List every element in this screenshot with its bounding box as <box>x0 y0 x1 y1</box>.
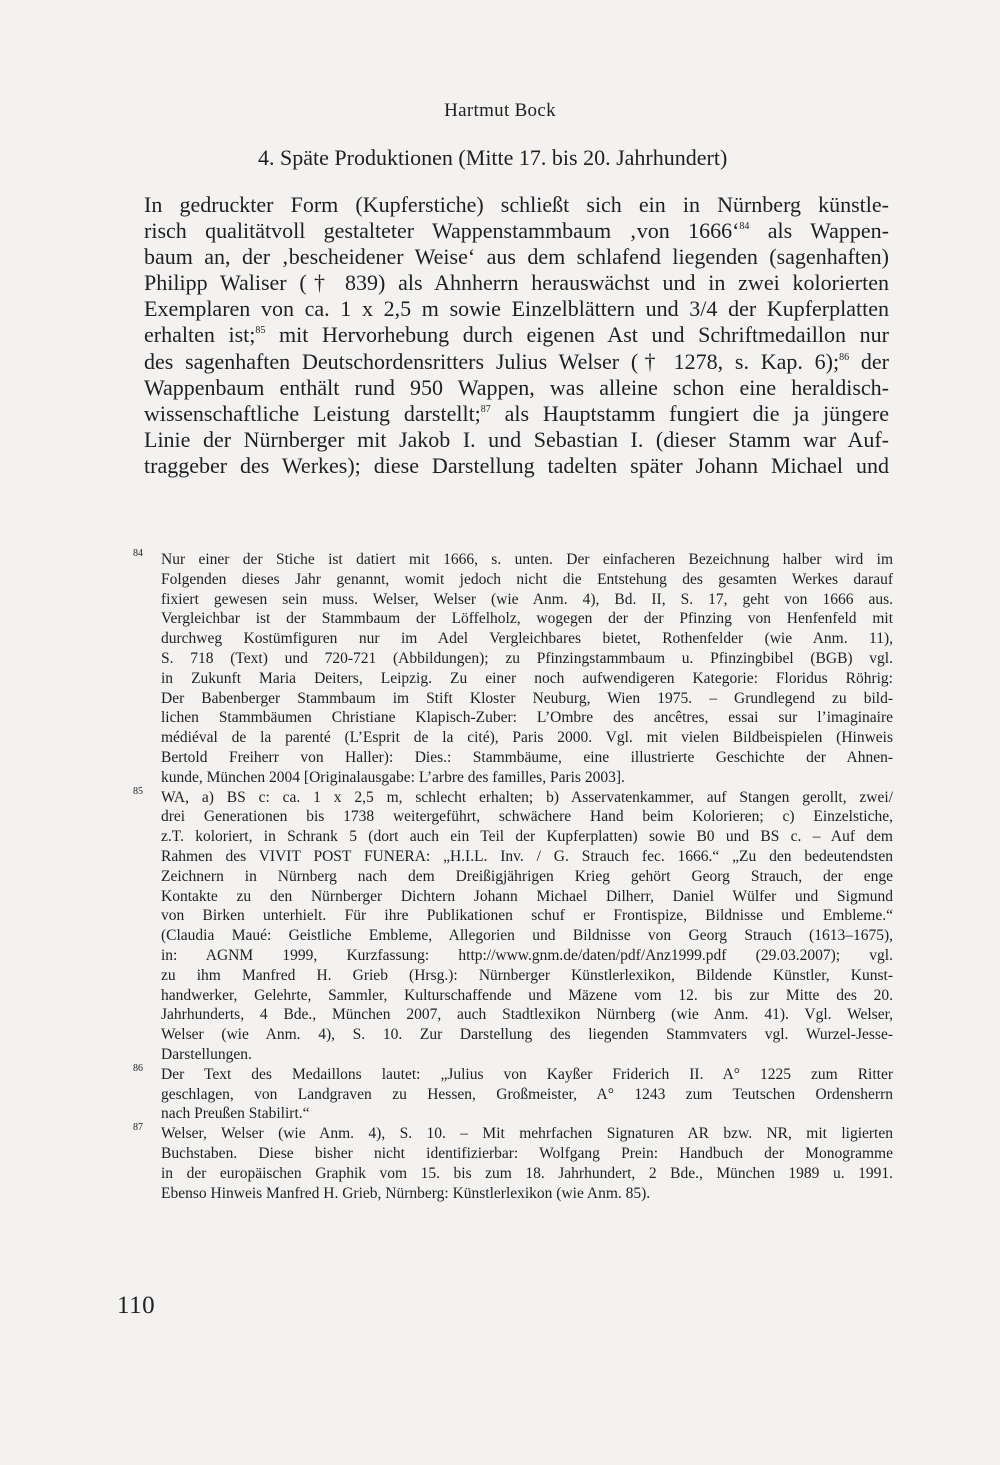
footnote-line: Welser, Welser (wie Anm. 4), S. 10. – Mit mehrfachen Signaturen AR bzw. NR, mit ligierten <box>161 1125 893 1143</box>
body-line: des sagenhaften Deutschordensritters Julius Welser († 1278, s. Kap. 6);$^{86}$ der <box>144 348 890 374</box>
footnote-number: 87 <box>133 1122 143 1134</box>
main-text <box>144 192 889 479</box>
body-line: Exemplaren von ca. 1 x 2,5 m sowie Einzelblättern und 3/4 der Kupferplatten <box>144 296 889 322</box>
footnote-line: WA, a) BS c: ca. 1 x 2,5 m, schlecht erhalten; b) Asservatenkammer, auf Stangen gerollt, zwei/ <box>161 788 893 806</box>
footnote-text <box>161 1065 893 1124</box>
footnote-text <box>161 550 893 788</box>
footnote-line: Buchstaben. Diese bisher nicht identifizierbar: Wolfgang Prein: Handbuch der Monogramme <box>161 1144 893 1162</box>
footnote-line: médiéval de la parenté (L’Esprit de la cité), Paris 2000. Vgl. mit vielen Bildbeispielen (Hinweis <box>161 729 893 747</box>
body-line: baum an, der ‚bescheidener Weise‘ aus dem schlafend liegenden (sagenhaften) <box>144 244 889 270</box>
footnote-line: Bertold Freiherr von Haller): Dies.: Stammbäume, eine illustrierte Geschichte der Ahnen- <box>161 748 893 766</box>
footnote-line: Rahmen des VIVIT POST FUNERA: „H.I.L. Inv. / G. Strauch fec. 1666.“ „Zu den bedeutendsten <box>161 847 893 865</box>
footnote-line: drei Generationen bis 1738 weitergeführt, schwächere Hand beim Kolorieren; c) Einzelstiche, <box>161 808 893 826</box>
running-head: Hartmut Bock <box>444 100 556 121</box>
footnote-line: in: AGNM 1999, Kurzfassung: http://www.gnm.de/daten/pdf/Anz1999.pdf (29.03.2007); vgl. <box>161 946 893 964</box>
footnote <box>133 550 893 788</box>
footnote-line: zu ihm Manfred H. Grieb (Hrsg.): Nürnberger Künstlerlexikon, Bildende Künstler, Kunst- <box>161 966 893 984</box>
footnote-line: Welser (wie Anm. 4), S. 10. Zur Darstellung des liegenden Stammvaters vgl. Wurzel-Jesse- <box>161 1026 893 1044</box>
footnote-line: Der Babenberger Stammbaum im Stift Kloster Neuburg, Wien 1975. – Grundlegend zu bild- <box>161 689 893 707</box>
footnote-number: 84 <box>133 548 143 559</box>
body-line: Philipp Waliser († 839) als Ahnherrn herauswächst und in zwei kolorierten <box>144 270 889 296</box>
footnote-line: Folgenden dieses Jahr genannt, womit jedoch nicht die Entstehung des gesamten Werkes darauf <box>161 570 893 588</box>
footnote-line: Zeichnern in Nürnberg nach dem Dreißigjährigen Krieg gehört Georg Strauch, der enge <box>161 867 893 885</box>
body-line: traggeber des Werkes); diese Darstellung tadelten später Johann Michael und <box>144 452 889 478</box>
footnote-ref[interactable]: 86 <box>839 351 850 363</box>
body-line: Linie der Nürnberger mit Jakob I. und Sebastian I. (dieser Stamm war Auf- <box>144 426 889 452</box>
footnote-line: nach Preußen Stabilirt.“ <box>161 1105 310 1123</box>
body-line: In gedruckter Form (Kupferstiche) schließt sich ein in Nürnberg künstle- <box>144 192 889 217</box>
footnote-line: Jahrhunderts, 4 Bde., München 2007, auch Stadtlexikon Nürnberg (wie Anm. 41). Vgl. Welser, <box>161 1006 893 1024</box>
section-heading: 4. Späte Produktionen (Mitte 17. bis 20. Jahrhundert) <box>258 145 728 170</box>
body-line: risch qualitätvoll gestalteter Wappenstammbaum ‚von 1666‘$^{84}$ als Wappen- <box>144 218 889 244</box>
footnote-line: durchweg Kostümfiguren nur im Adel Vergleichbares bietet, Rothenfelder (wie Anm. 11), <box>161 630 893 648</box>
footnote-ref[interactable]: 85 <box>255 325 266 337</box>
footnote-number: 86 <box>133 1062 143 1074</box>
body-line: Wappenbaum enthält rund 950 Wappen, was alleine schon eine heraldisch- <box>144 374 889 400</box>
footnote-text <box>161 1124 893 1203</box>
footnote-line: lichen Stammbäumen Christiane Klapisch-Zuber: L’Ombre des ancêtres, essai sur l’imaginaire <box>161 709 893 727</box>
footnote-line: Der Text des Medaillons lautet: „Julius von Kayßer Friderich II. A° 1225 zum Ritter <box>161 1065 893 1083</box>
footnote-line: handwerker, Gelehrte, Sammler, Kulturschaffende und Mäzene vom 12. bis zur Mitte des 20. <box>161 986 893 1004</box>
footnote-ref[interactable]: 84 <box>739 221 750 233</box>
footnote-number: 85 <box>133 785 143 797</box>
footnote-line: fixiert gewesen sein muss. Welser, Welser (wie Anm. 4), Bd. II, S. 17, geht von 1666 aus. <box>161 590 893 608</box>
footnote-line: Nur einer der Stiche ist datiert mit 1666, s. unten. Der einfacheren Bezeichnung halber wird im <box>161 551 893 568</box>
body-line: erhalten ist;$^{85}$ mit Hervorhebung durch eigenen Ast und Schriftmedaillon nur <box>144 322 889 348</box>
fraction: 3/4 <box>689 296 718 322</box>
footnote <box>133 785 893 1065</box>
footnote-line: Darstellungen. <box>161 1045 252 1063</box>
footnote-line: z.T. koloriert, in Schrank 5 (dort auch ein Teil der Kupferplatten) sowie B0 und BS c. – Auf dem <box>161 828 893 846</box>
footnote-line: Vergleichbar ist der Stammbaum der Löffelholz, wogegen der der Pfinzing von Henfenfeld mit <box>161 610 893 628</box>
footnote-line: von Birken unterhielt. Für ihre Publikationen schuf er Frontispize, Bildnisse und Embleme.“ <box>161 907 893 925</box>
footnote-line: geschlagen, von Landgraven zu Hessen, Großmeister, A° 1243 zum Teutschen Ordensherrn <box>161 1085 893 1103</box>
footnote-line: Ebenso Hinweis Manfred H. Grieb, Nürnberg: Künstlerlexikon (wie Anm. 85). <box>161 1184 651 1202</box>
page-number: 110 <box>117 1292 156 1319</box>
footnote-text <box>161 788 893 1065</box>
footnote <box>133 1062 893 1124</box>
footnote <box>133 1124 893 1203</box>
footnotes <box>133 550 893 1203</box>
footnote-ref[interactable]: 87 <box>480 403 491 415</box>
footnote-line: kunde, München 2004 [Originalausgabe: L’arbre des familles, Paris 2003]. <box>161 768 625 786</box>
footnote-line: Kontakte zu den Nürnberger Dichtern Johann Michael Dilherr, Daniel Wülfer und Sigmund <box>161 887 893 905</box>
footnote-line: in der europäischen Graphik vom 15. bis zum 18. Jahrhundert, 2 Bde., München 1989 u. 1991. <box>161 1164 893 1182</box>
body-line: wissenschaftliche Leistung darstellt;$^{87}$ als Hauptstamm fungiert die ja jüngere <box>144 400 889 426</box>
footnote-line: S. 718 (Text) und 720-721 (Abbildungen); zu Pfinzingstammbaum u. Pfinzingbibel (BGB) vgl. <box>161 649 893 667</box>
footnote-line: (Claudia Maué: Geistliche Embleme, Allegorien und Bildnisse von Georg Strauch (1613–1675), <box>161 927 893 945</box>
footnote-line: in Zukunft Maria Deiters, Leipzig. Zu einer noch aufwendigeren Kategorie: Floridus Röhrig: <box>161 669 893 687</box>
